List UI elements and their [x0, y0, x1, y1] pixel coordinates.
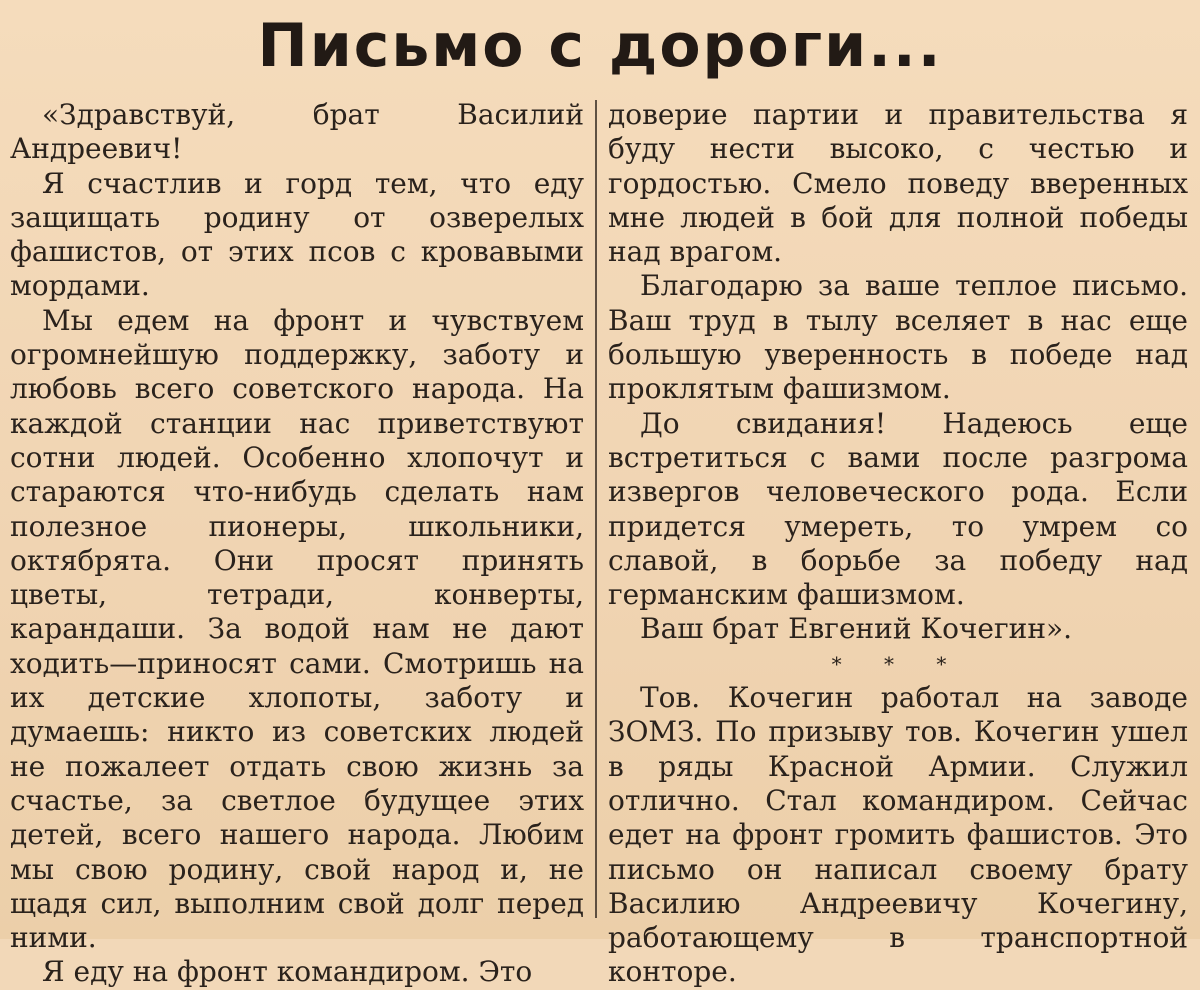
body-paragraph: Я счастлив и горд тем, что еду защищать родину от озверелых фашистов, от этих псов с кровавыми мордами. [10, 166, 584, 303]
greeting-paragraph: «Здравствуй, брат Василий Андреевич! [10, 98, 584, 166]
headline: Письмо с дороги... [257, 11, 943, 81]
separator-asterisks: * * * [831, 651, 965, 676]
signature: Ваш брат Евгений Кочегин». [640, 612, 1073, 646]
body-paragraph: До свидания! Надеюсь еще встретиться с вами после разгрома извергов человеческого рода. Если придется умереть, то умрем со славой, в борьбе за победу над германским фашизмом. [608, 406, 1188, 612]
right-column [608, 98, 1188, 990]
editorial-note: Тов. Кочегин работал на заводе ЗОМЗ. По призыву тов. Кочегин ушел в ряды Красной Армии. Служил отлично. Стал командиром. Сейчас едет на фронт громить фашистов. Это письмо он написал своему брату Василию Андреевичу Кочегину, работающему в транспортной конторе. [608, 681, 1188, 989]
body-paragraph: Мы едем на фронт и чувствуем огромнейшую поддержку, заботу и любовь всего советского народа. На каждой станции нас приветствуют сотни людей. Особенно хлопочут и стараются что-нибудь сделать нам полезное пионеры, школьники, октябрята. Они просят принять цветы, тетради, конверты, карандаши. За водой нам не дают ходить—приносят сами. Смотришь на их детские хлопоты, заботу и думаешь: никто из советских людей не пожалеет отдать свою жизнь за счастье, за светлое будущее этих детей, всего нашего народа. Любим мы свою родину, свой народ и, не щадя сил, выполним свой долг перед ними. [10, 303, 584, 955]
left-column [10, 98, 584, 990]
body-paragraph: Благодарю за ваше теплое письмо. Ваш труд в тылу вселяет в нас еще большую уверенность в победе над проклятым фашизмом. [608, 269, 1188, 406]
continuation-paragraph: доверие партии и правительства я буду нести высоко, с честью и гордостью. Смело поведу вверенных мне людей в бой для полной победы над врагом. [608, 98, 1188, 269]
column-divider [595, 100, 597, 918]
body-paragraph: Я еду на фронт командиром. Это [42, 955, 533, 989]
